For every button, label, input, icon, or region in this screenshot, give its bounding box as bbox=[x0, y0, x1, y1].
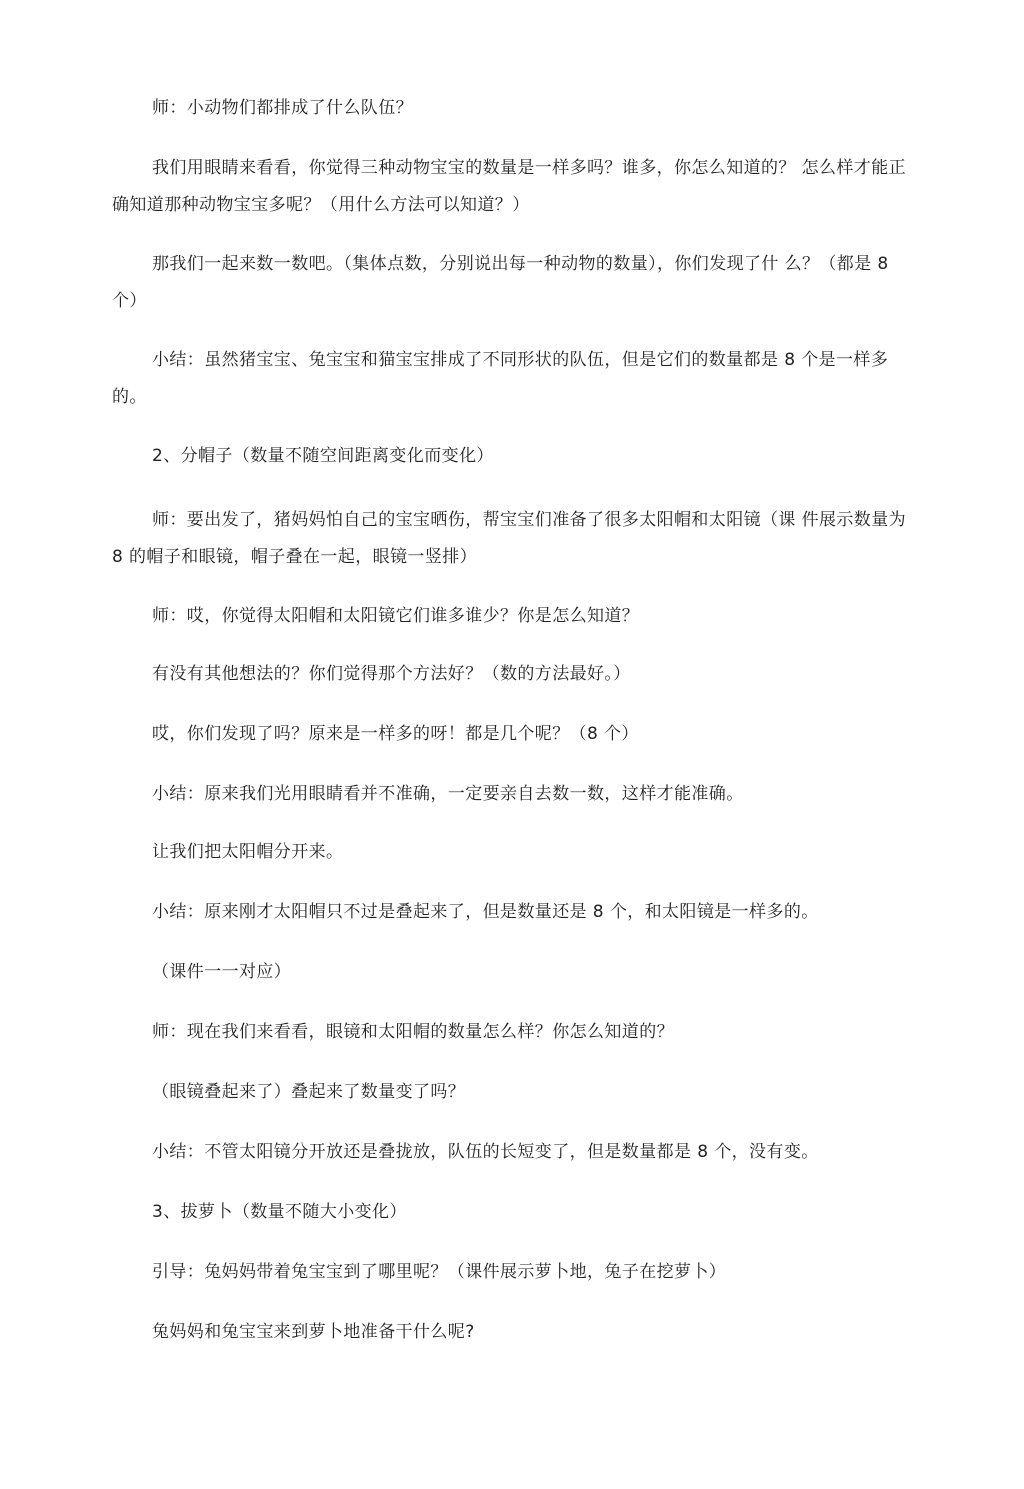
paragraph-hats-intro: 师：要出发了，猪妈妈怕自己的宝宝晒伤，帮宝宝们准备了很多太阳帽和太阳镜（课 件展示数量为 8 的帽子和眼镜，帽子叠在一起，眼镜一竖排） bbox=[112, 510, 912, 567]
paragraph-stacked-glasses: （眼镜叠起来了）叠起来了数量变了吗？ bbox=[152, 1082, 466, 1102]
paragraph-separate-hats: 让我们把太阳帽分开来。 bbox=[152, 842, 344, 862]
paragraph-discovery: 哎，你们发现了吗？原来是一样多的呀！都是几个呢？（8 个） bbox=[152, 724, 639, 744]
section-heading-hats: 2、分帽子（数量不随空间距离变化而变化） bbox=[152, 446, 494, 466]
paragraph-other-ideas: 有没有其他想法的？你们觉得那个方法好？（数的方法最好。） bbox=[152, 664, 631, 684]
paragraph-hats-question: 师：哎，你觉得太阳帽和太阳镜它们谁多谁少？你是怎么知道？ bbox=[152, 606, 640, 626]
paragraph-count-together: 那我们一起来数一数吧。（集体点数，分别说出每一种动物的数量），你们发现了什 么？（都是 8 个） bbox=[112, 254, 895, 311]
paragraph-summary-2: 小结：原来我们光用眼睛看并不准确，一定要亲自去数一数，这样才能准确。 bbox=[152, 784, 744, 804]
paragraph-rabbits-question: 兔妈妈和兔宝宝来到萝卜地准备干什么呢? bbox=[152, 1322, 475, 1342]
section-heading-radishes: 3、拔萝卜（数量不随大小变化） bbox=[152, 1202, 407, 1222]
paragraph-compare-glasses: 师：现在我们来看看，眼镜和太阳帽的数量怎么样？你怎么知道的？ bbox=[152, 1022, 674, 1042]
paragraph-summary-3: 小结：原来刚才太阳帽只不过是叠起来了，但是数量还是 8 个，和太阳镜是一样多的。 bbox=[152, 902, 819, 922]
paragraph-summary-4: 小结：不管太阳镜分开放还是叠拢放，队伍的长短变了，但是数量都是 8 个，没有变。 bbox=[152, 1142, 819, 1162]
paragraph-observe-animals: 我们用眼睛来看看，你觉得三种动物宝宝的数量是一样多吗？谁多，你怎么知道的？ 怎么样才能正确知道那种动物宝宝多呢？（用什么方法可以知道？） bbox=[112, 158, 907, 215]
paragraph-correspondence: （课件一一对应） bbox=[152, 962, 292, 982]
paragraph-teacher-question: 师：小动物们都排成了什么队伍？ bbox=[152, 98, 413, 118]
paragraph-summary-1: 小结：虽然猪宝宝、兔宝宝和猫宝宝排成了不同形状的队伍，但是它们的数量都是 8 个是一样多的。 bbox=[112, 350, 889, 407]
paragraph-guide-rabbits: 引导：兔妈妈带着兔宝宝到了哪里呢？（课件展示萝卜地，兔子在挖萝卜） bbox=[152, 1262, 727, 1282]
